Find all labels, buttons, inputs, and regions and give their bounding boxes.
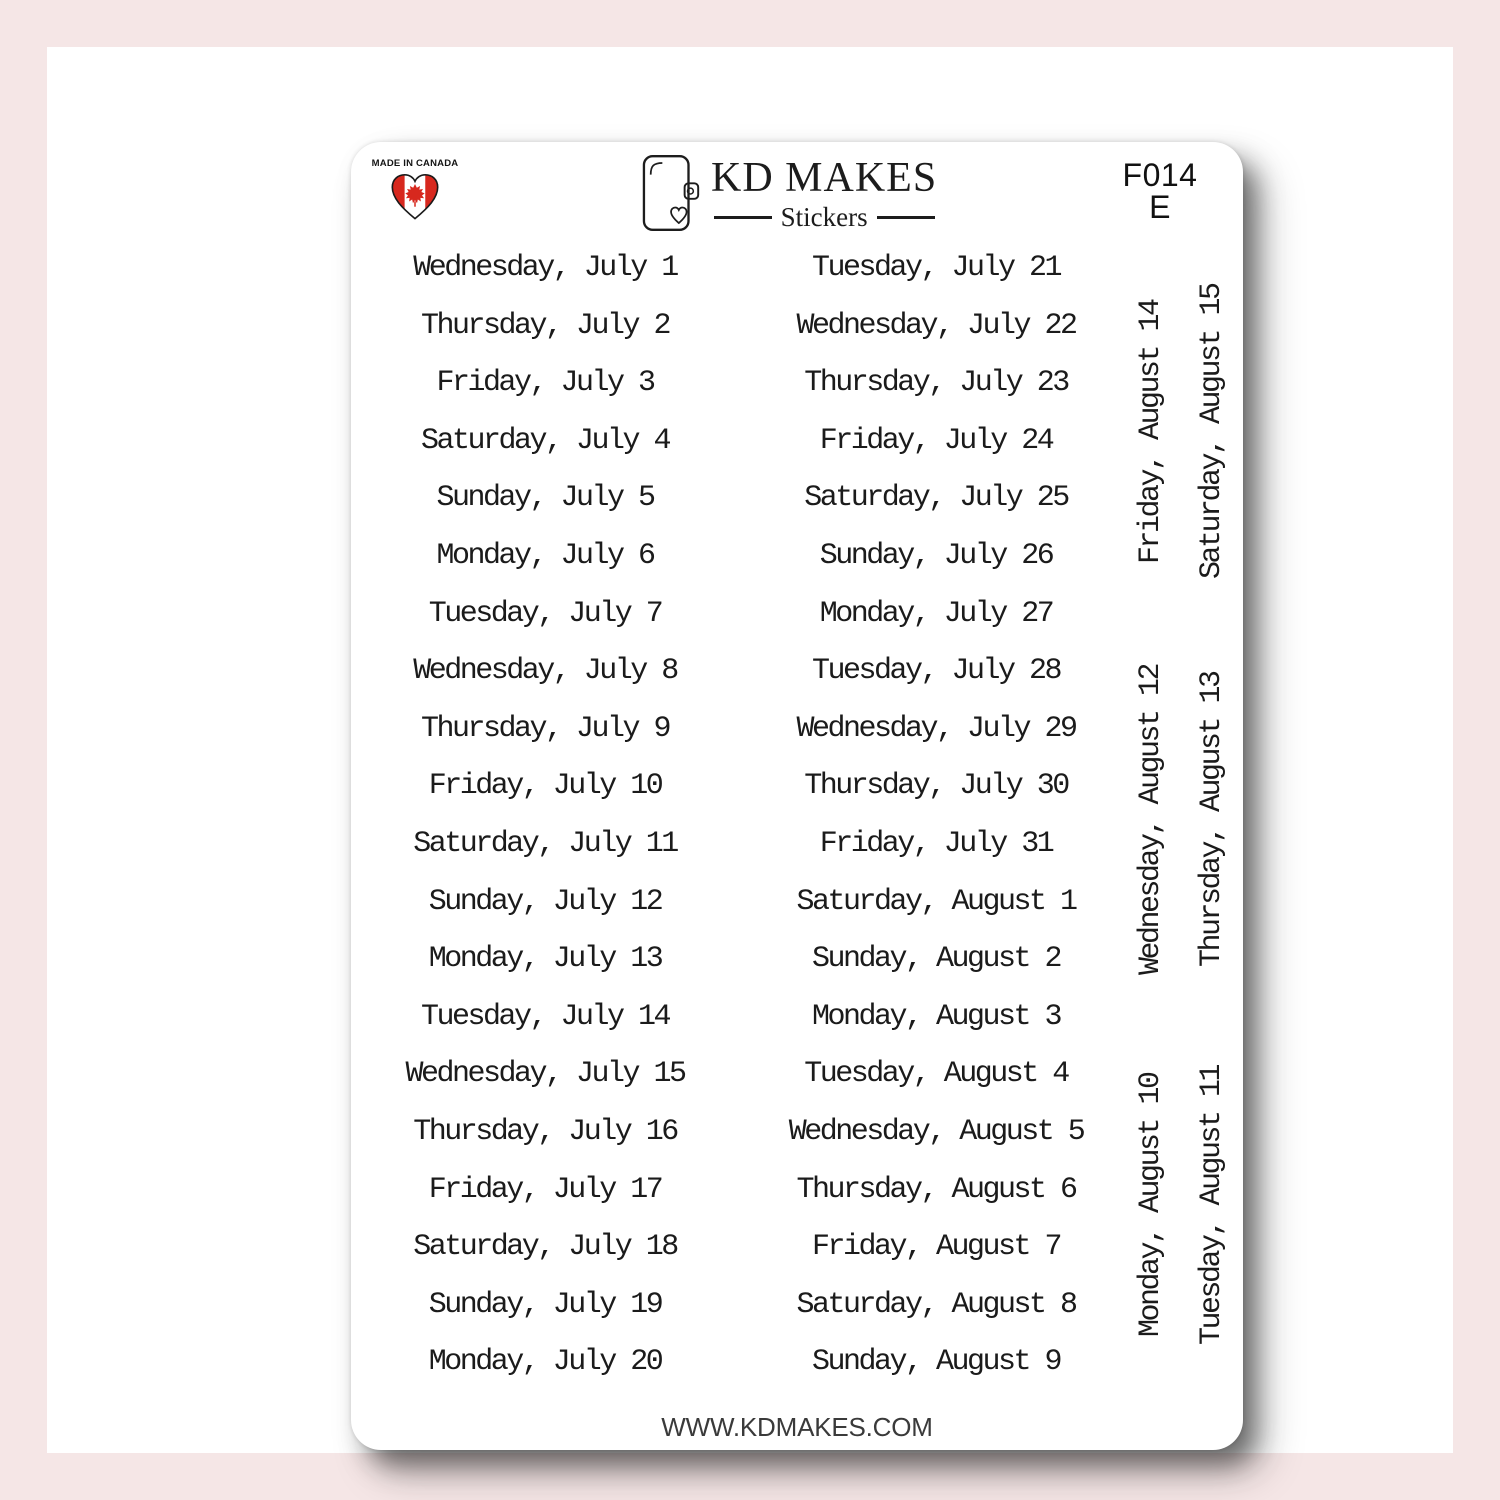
date-sticker: Saturday, August 1 bbox=[796, 884, 1076, 919]
heart-icon bbox=[671, 208, 687, 224]
date-sticker: Tuesday, July 7 bbox=[428, 596, 662, 631]
date-sticker: Wednesday, July 15 bbox=[405, 1057, 685, 1092]
date-sticker: Sunday, July 26 bbox=[819, 538, 1053, 573]
date-sticker: Tuesday, July 28 bbox=[811, 654, 1061, 689]
date-sticker-vertical: Thursday, August 13 bbox=[1195, 672, 1229, 968]
date-sticker-vertical: Tuesday, August 11 bbox=[1195, 1065, 1229, 1345]
canada-flag-heart-icon bbox=[388, 172, 442, 222]
date-sticker: Thursday, July 30 bbox=[804, 769, 1068, 804]
date-sticker: Saturday, July 11 bbox=[413, 826, 677, 861]
date-sticker: Monday, July 6 bbox=[436, 538, 654, 573]
date-sticker: Wednesday, July 1 bbox=[413, 251, 677, 285]
date-sticker: Thursday, July 23 bbox=[804, 366, 1068, 401]
date-sticker: Monday, August 3 bbox=[811, 999, 1061, 1034]
date-sticker: Friday, July 17 bbox=[428, 1172, 662, 1207]
website-url: WWW.KDMAKES.COM bbox=[661, 1412, 933, 1442]
date-sticker: Monday, July 13 bbox=[428, 942, 662, 977]
date-sticker: Wednesday, July 29 bbox=[796, 711, 1076, 746]
brand-subtitle-row bbox=[714, 204, 935, 231]
date-sticker: Thursday, July 9 bbox=[420, 711, 670, 746]
date-sticker: Sunday, July 12 bbox=[428, 884, 662, 919]
date-sticker: Friday, August 7 bbox=[811, 1230, 1061, 1265]
date-sticker: Saturday, August 8 bbox=[796, 1287, 1076, 1322]
date-sticker: Tuesday, July 21 bbox=[811, 251, 1061, 285]
date-sticker: Sunday, August 9 bbox=[811, 1345, 1061, 1380]
product-code-number: F014 bbox=[1122, 157, 1198, 193]
product-code bbox=[1121, 159, 1199, 223]
inner-white-area bbox=[47, 47, 1453, 1453]
brand-name: KD MAKES bbox=[711, 155, 938, 201]
date-sticker: Friday, July 3 bbox=[436, 366, 654, 401]
date-sticker: Friday, July 31 bbox=[819, 826, 1053, 861]
date-sticker: Saturday, July 18 bbox=[413, 1230, 677, 1265]
date-sticker: Tuesday, July 14 bbox=[420, 999, 670, 1034]
date-sticker: Wednesday, August 5 bbox=[788, 1114, 1084, 1149]
sticker-sheet bbox=[351, 142, 1243, 1450]
made-in-canada-badge bbox=[369, 158, 461, 222]
date-column-right bbox=[744, 240, 1128, 1392]
date-sticker: Saturday, July 25 bbox=[804, 481, 1068, 516]
date-sticker: Sunday, August 2 bbox=[811, 942, 1061, 977]
date-column-left bbox=[353, 240, 737, 1392]
product-code-variant: E bbox=[1149, 189, 1171, 225]
date-sticker: Thursday, July 16 bbox=[413, 1114, 677, 1149]
date-sticker: Friday, July 10 bbox=[428, 769, 662, 804]
brand-logo bbox=[642, 154, 937, 232]
date-sticker-vertical: Saturday, August 15 bbox=[1195, 284, 1229, 580]
date-sticker-vertical: Wednesday, August 12 bbox=[1134, 664, 1168, 976]
date-sticker: Saturday, July 4 bbox=[420, 423, 670, 458]
date-sticker-vertical: Friday, August 14 bbox=[1134, 300, 1168, 564]
date-sticker: Wednesday, July 8 bbox=[413, 654, 677, 689]
date-sticker: Friday, July 24 bbox=[819, 423, 1053, 458]
date-sticker-vertical: Monday, August 10 bbox=[1134, 1073, 1168, 1337]
date-sticker: Monday, July 27 bbox=[819, 596, 1053, 631]
date-sticker: Monday, July 20 bbox=[428, 1345, 662, 1380]
date-sticker: Tuesday, August 4 bbox=[804, 1057, 1068, 1092]
date-sticker: Sunday, July 5 bbox=[436, 481, 654, 516]
left-rule bbox=[714, 216, 772, 219]
date-sticker: Wednesday, July 22 bbox=[796, 308, 1076, 343]
date-sticker: Thursday, August 6 bbox=[796, 1172, 1076, 1207]
planner-book-icon bbox=[642, 154, 704, 232]
brand-subtitle: Stickers bbox=[780, 202, 868, 232]
right-rule bbox=[877, 216, 935, 219]
date-sticker: Sunday, July 19 bbox=[428, 1287, 662, 1322]
date-sticker: Thursday, July 2 bbox=[420, 308, 670, 343]
made-in-canada-label: MADE IN CANADA bbox=[371, 158, 459, 169]
